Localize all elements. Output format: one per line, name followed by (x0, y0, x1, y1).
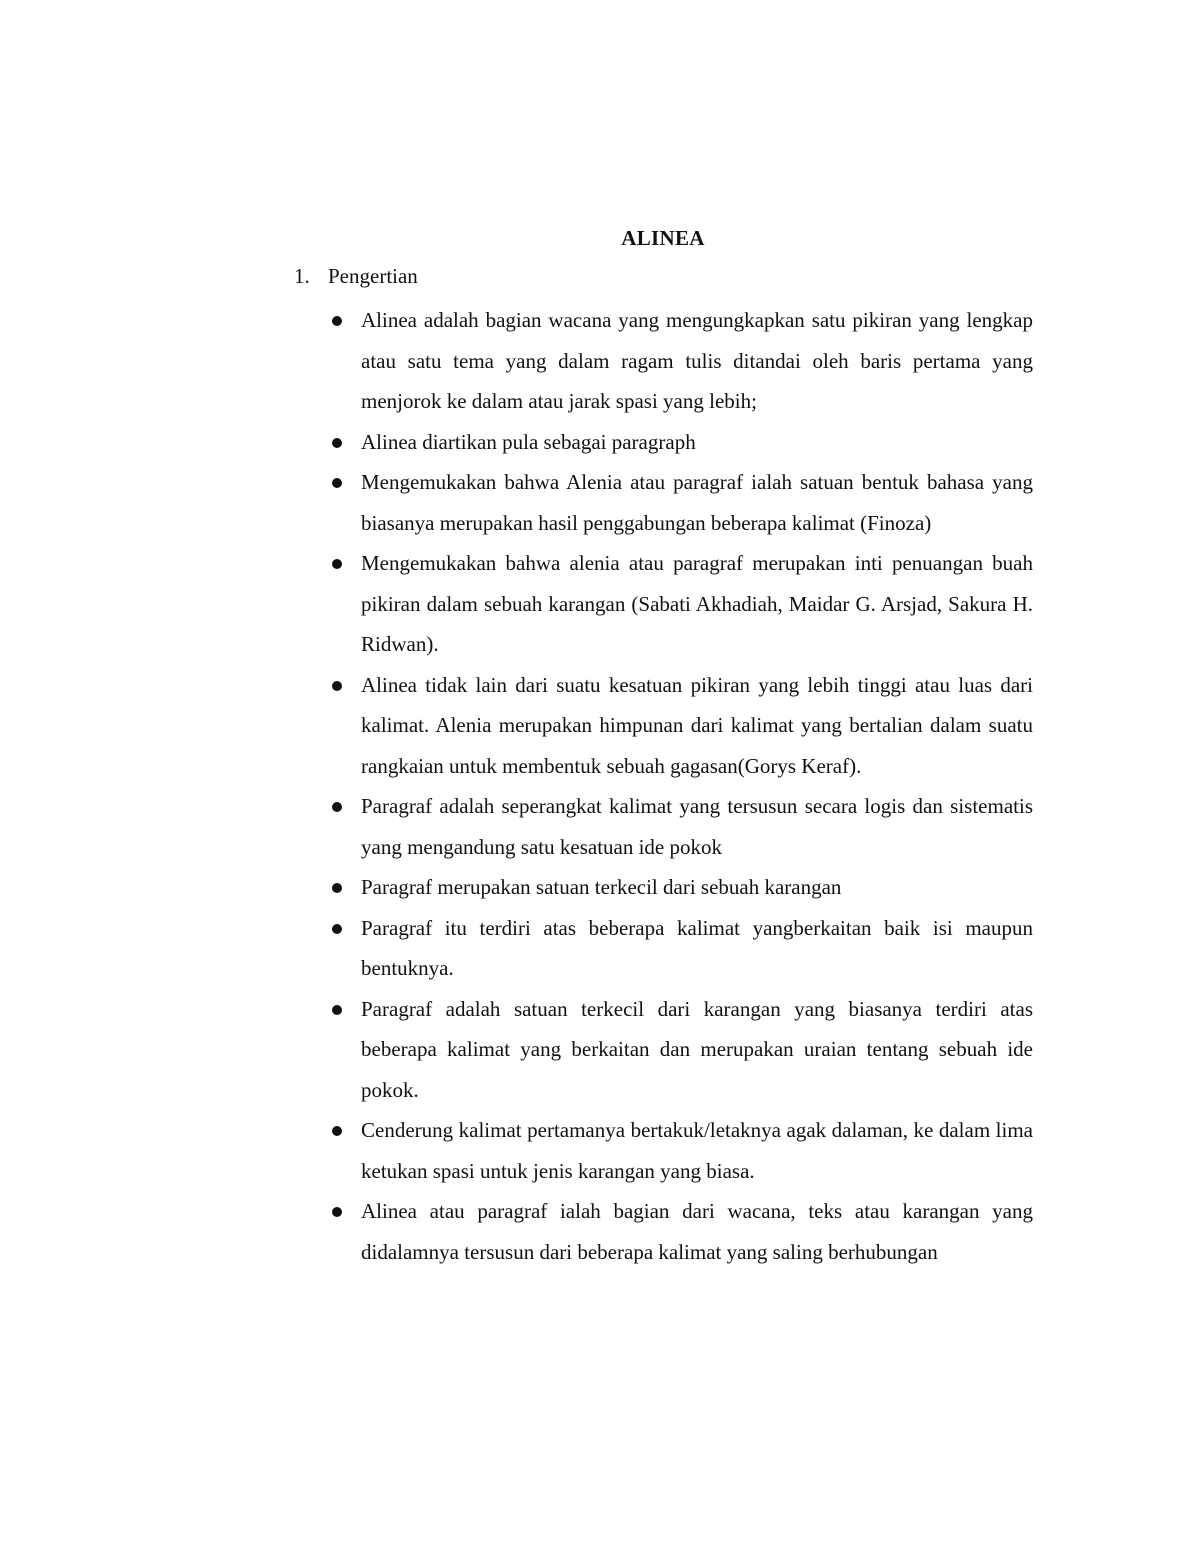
list-item (361, 665, 1033, 787)
bullet-icon (332, 883, 342, 893)
list-item-text: Alinea adalah bagian wacana yang mengungkapkan satu pikiran yang lengkap atau satu tema yang dalam ragam tulis ditandai oleh baris pertama yang menjorok ke dalam atau jarak spasi yang lebih; (361, 308, 1033, 413)
list-item (361, 867, 1033, 908)
bullet-icon (332, 559, 342, 569)
bullet-list (361, 300, 1033, 1272)
bullet-icon (332, 802, 342, 812)
bullet-icon (332, 438, 342, 448)
list-item (361, 543, 1033, 665)
list-item-text: Cenderung kalimat pertamanya bertakuk/letaknya agak dalaman, ke dalam lima ketukan spasi untuk jenis karangan yang biasa. (361, 1118, 1033, 1183)
list-item (361, 1191, 1033, 1272)
list-item (361, 908, 1033, 989)
list-item-text: Paragraf merupakan satuan terkecil dari sebuah karangan (361, 875, 842, 899)
list-item (361, 300, 1033, 422)
document-title: ALINEA (621, 226, 705, 250)
list-item (361, 462, 1033, 543)
list-item-text: Alinea atau paragraf ialah bagian dari wacana, teks atau karangan yang didalamnya tersusun dari beberapa kalimat yang saling berhubungan (361, 1199, 1033, 1264)
list-item (361, 1110, 1033, 1191)
list-item (361, 989, 1033, 1111)
bullet-icon (332, 1126, 342, 1136)
section-heading (294, 262, 1034, 290)
list-item-text: Paragraf itu terdiri atas beberapa kalimat yangberkaitan baik isi maupun bentuknya. (361, 915, 1033, 980)
list-item-text: Paragraf adalah seperangkat kalimat yang tersusun secara logis dan sistematis yang mengandung satu kesatuan ide pokok (361, 794, 1033, 859)
list-item-text: Alinea tidak lain dari suatu kesatuan pikiran yang lebih tinggi atau luas dari kalimat. Alenia merupakan himpunan dari kalimat yang bertalian dalam suatu rangkaian untuk membentuk sebuah gagasan(Gorys Keraf). (361, 672, 1033, 778)
bullet-icon (332, 478, 342, 488)
list-item-text: Alinea diartikan pula sebagai paragraph (361, 429, 696, 454)
section-title: Pengertian (328, 264, 418, 288)
list-item-text: Paragraf adalah satuan terkecil dari karangan yang biasanya terdiri atas beberapa kalimat yang berkaitan dan merupakan uraian tentang sebuah ide pokok. (361, 996, 1033, 1102)
bullet-icon (332, 1005, 342, 1015)
list-item (361, 786, 1033, 867)
bullet-icon (332, 316, 342, 326)
list-item-text: Mengemukakan bahwa alenia atau paragraf merupakan inti penuangan buah pikiran dalam sebuah karangan (Sabati Akhadiah, Maidar G. Arsjad, Sakura H. Ridwan). (361, 551, 1033, 656)
list-item (361, 422, 1033, 463)
list-item-text: Mengemukakan bahwa Alenia atau paragraf ialah satuan bentuk bahasa yang biasanya merupakan hasil penggabungan beberapa kalimat (Finoza) (361, 470, 1033, 535)
bullet-icon (332, 681, 342, 691)
bullet-icon (332, 924, 342, 934)
section-number: 1. (294, 264, 310, 288)
bullet-icon (332, 1207, 342, 1217)
